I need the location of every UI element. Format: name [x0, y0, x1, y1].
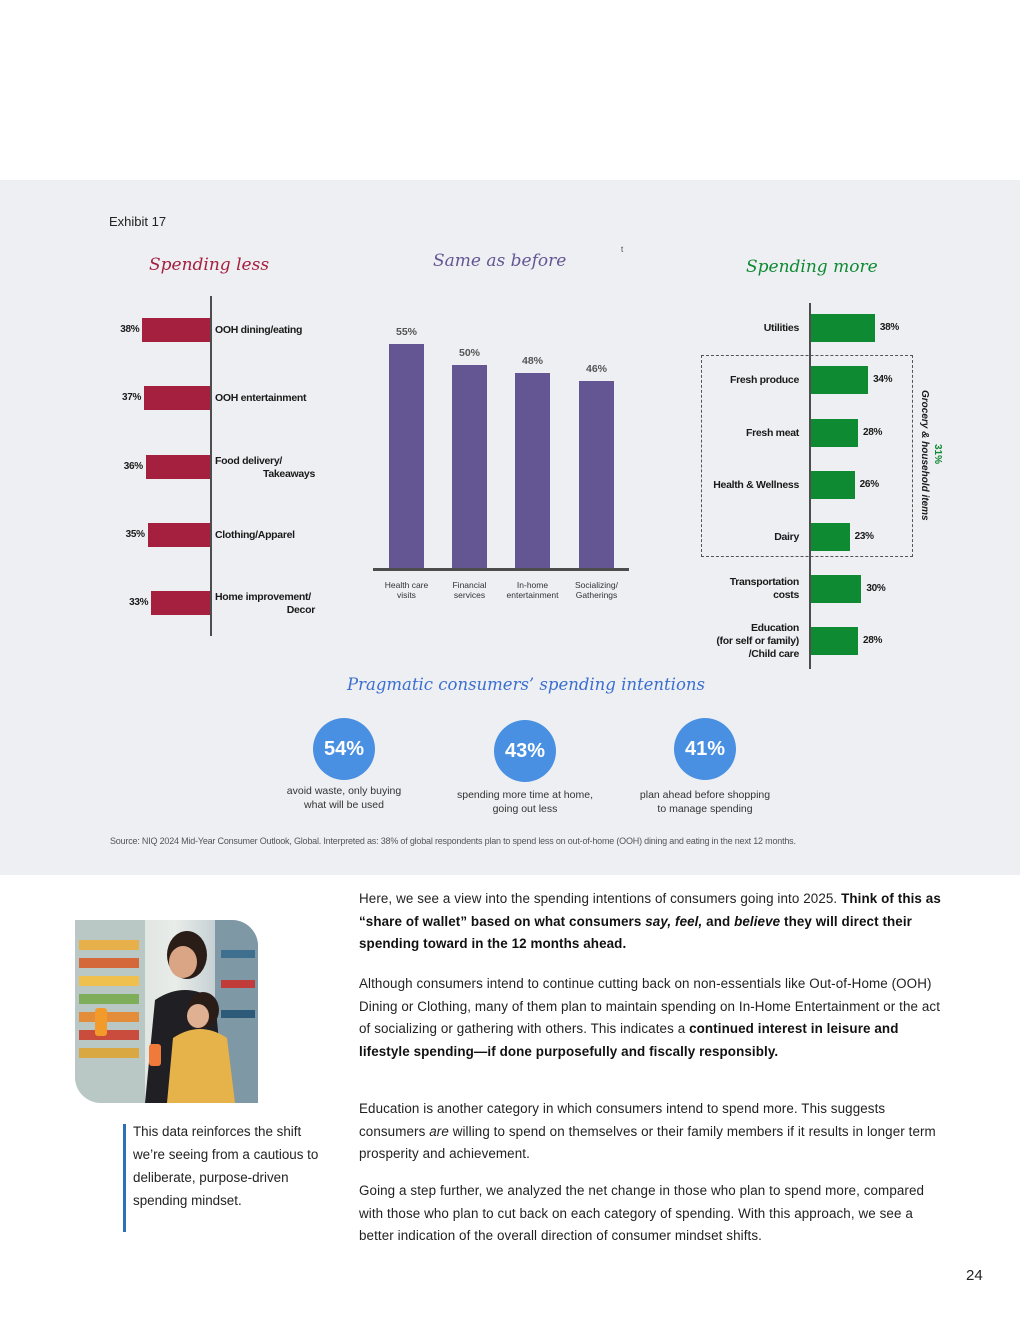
shopping-photo: [75, 920, 258, 1103]
p1-italic-believe: believe: [734, 913, 781, 929]
same-as-before-pct: 46%: [585, 362, 607, 375]
spending-more-pct: 28%: [863, 427, 883, 438]
grocery-label: Grocery & household items: [919, 390, 930, 521]
spending-less-bar: [144, 386, 210, 410]
p3-italic: are: [429, 1123, 449, 1139]
pragmatic-title: Pragmatic consumers’ spending intentions: [347, 675, 705, 694]
spending-more-label: Fresh produce: [729, 373, 799, 386]
same-as-before-pct: 55%: [395, 326, 417, 339]
page-number: 24: [966, 1267, 983, 1284]
body-paragraph-4: Going a step further, we analyzed the net change in those who plan to spend more, compared with those who plan to cut back on each category of spending. With this approach, we see a better indication of the overall direction of consumer mindset shifts.: [359, 1183, 925, 1243]
spending-more-label: Health & Wellness: [713, 478, 799, 491]
p1-end: they will direct their spending toward in the 12 months ahead.: [359, 913, 912, 951]
p1-text: Here, we see a view into the spending intentions of consumers going into 2025.: [359, 891, 842, 906]
pragmatic-stat-circle: 41%: [674, 718, 736, 780]
p1-bold-text: Think of this as “share of wallet” based on what consumers: [359, 891, 941, 929]
exhibit-label: Exhibit 17: [109, 214, 167, 229]
p1-italic-say-feel: say, feel,: [645, 913, 703, 929]
p3-text: Education is another category in which consumers intend to spend more. This suggests consumers: [359, 1101, 886, 1139]
spending-more-pct: 38%: [879, 322, 899, 333]
spending-more-bar: [811, 471, 855, 499]
spending-less-pct: 35%: [125, 529, 145, 540]
same-as-before-label: Socializing/ Gatherings: [575, 580, 618, 600]
spending-more-bar: [811, 419, 858, 447]
spending-more-label: Transportation costs: [729, 576, 799, 601]
pragmatic-stat-caption: avoid waste, only buying what will be used: [286, 785, 402, 811]
same-as-before-pct: 48%: [521, 354, 543, 367]
spending-less-label: Clothing/Apparel: [215, 529, 295, 541]
same-as-before-label: Health care visits: [384, 580, 429, 600]
spending-less-pct: 37%: [122, 392, 142, 403]
pragmatic-stat-caption: spending more time at home, going out less: [457, 789, 593, 815]
grocery-group-label: [900, 390, 943, 530]
spending-less-title: Spending less: [149, 255, 270, 275]
stray-mark: t: [621, 245, 624, 254]
spending-less-pct: 38%: [120, 324, 140, 335]
body-paragraph-3: [359, 1098, 949, 1166]
spending-less-pct: 36%: [123, 461, 143, 472]
spending-more-bar: [811, 523, 850, 551]
same-as-before-bar: [452, 365, 487, 569]
spending-more-pct: 23%: [854, 531, 874, 542]
spending-less-pct: 33%: [129, 597, 149, 608]
spending-more-pct: 34%: [873, 374, 893, 385]
same-as-before-bar: [579, 381, 614, 568]
spending-less-bar: [142, 318, 210, 342]
spending-more-label: Utilities: [763, 321, 799, 334]
p1-and: and: [702, 913, 735, 929]
spending-less-bar: [146, 455, 210, 479]
body-paragraph-2: [359, 973, 949, 1063]
spending-less-bar: [148, 523, 210, 547]
spending-less-axis: [210, 296, 212, 636]
spending-more-pct: 28%: [863, 635, 883, 646]
same-as-before-bar: [515, 373, 550, 568]
spending-less-bar: [151, 591, 210, 615]
quote-bar: [123, 1124, 126, 1232]
spending-more-label: Education (for self or family) /Child care: [716, 621, 799, 660]
spending-more-bar: [811, 575, 861, 603]
p2-bold: continued interest in leisure and lifestyle spending—if done purposefully and fiscally responsibly.: [359, 1021, 899, 1059]
spending-more-bar: [811, 366, 868, 394]
same-as-before-axis: [373, 568, 629, 571]
pragmatic-stat-circle: 43%: [494, 720, 556, 782]
pragmatic-stat-caption: plan ahead before shopping to manage spending: [639, 789, 771, 815]
spending-more-pct: 30%: [866, 583, 886, 594]
spending-more-title: Spending more: [746, 257, 878, 277]
body-paragraph-1: [359, 888, 949, 956]
p2-text: Although consumers intend to continue cutting back on non-essentials like Out-of-Home (OOH) Dining or Clothing, many of them plan to maintain spending on In-Home Entertainment or the act of socializing or gathering with others. This indicates a: [359, 976, 941, 1036]
spending-less-label: Home improvement/ Decor: [215, 591, 315, 616]
p3-end: willing to spend on themselves or their family members if it results in longer term prosperity and achievement.: [359, 1123, 936, 1161]
grocery-pct: 31%: [932, 444, 943, 465]
spending-more-bar: [811, 314, 875, 342]
pull-quote: This data reinforces the shift we’re seeing from a cautious to deliberate, purpose-driven spending mindset.: [133, 1124, 319, 1208]
spending-more-bar: [811, 627, 858, 655]
same-as-before-label: In-home entertainment: [506, 580, 559, 600]
spending-more-label: Dairy: [774, 530, 799, 543]
spending-more-label: Fresh meat: [745, 426, 799, 439]
same-as-before-bar: [389, 344, 424, 568]
same-as-before-pct: 50%: [458, 346, 480, 359]
same-as-before-label: Financial services: [452, 580, 487, 600]
spending-less-label: Food delivery/ Takeaways: [215, 455, 315, 480]
spending-more-pct: 26%: [859, 479, 879, 490]
pragmatic-stat-circle: 54%: [313, 718, 375, 780]
spending-less-label: OOH dining/eating: [215, 324, 303, 336]
spending-less-label: OOH entertainment: [215, 392, 307, 404]
same-as-before-title: Same as before: [433, 251, 567, 271]
source-note: Source: NIQ 2024 Mid-Year Consumer Outlook, Global. Interpreted as: 38% of global respondents plan to spend less on out-of-home (OOH) dining and eating in the next 12 months.: [110, 836, 796, 846]
